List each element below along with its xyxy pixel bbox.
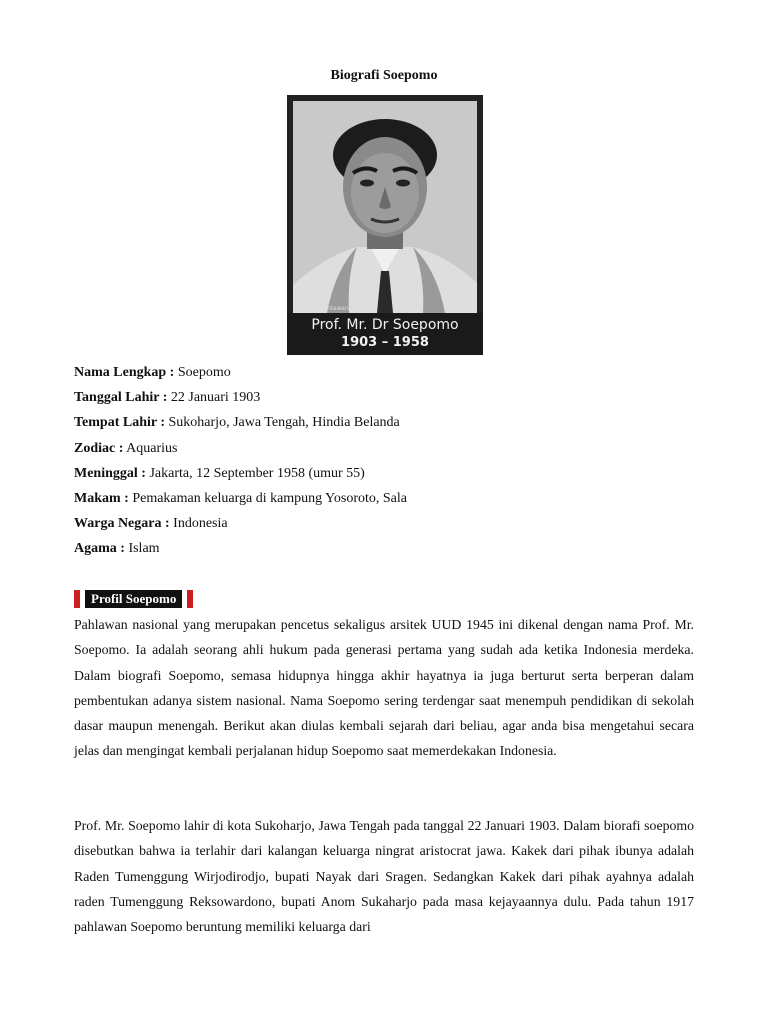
portrait-caption-name: Prof. Mr. Dr Soepomo [311, 317, 459, 333]
portrait-watermark: BiografiPahlawan.com [297, 305, 364, 312]
section-heading [74, 590, 193, 608]
biodata-list [74, 363, 407, 565]
biodata-row-zodiac: Zodiac : Aquarius [74, 440, 178, 456]
biodata-row-grave: Makam : Pemakaman keluarga di kampung Yosoroto, Sala [74, 490, 407, 506]
biodata-row-birth-place: Tempat Lahir : Sukoharjo, Jawa Tengah, Hindia Belanda [74, 415, 400, 431]
biodata-row-full-name: Nama Lengkap : Soepomo [74, 365, 231, 380]
biodata-row-death: Meninggal : Jakarta, 12 September 1958 (umur 55) [74, 465, 365, 481]
portrait-illustration [287, 95, 483, 355]
paragraph-intro: Pahlawan nasional yang merupakan pencetus sekaligus arsitek UUD 1945 ini dikenal dengan nama Prof. Mr. Soepomo. Ia adalah seorang ahli hukum pada generasi pertama yang sudah ada ketika Indonesia merdeka. Dalam biografi Soepomo, semasa hidupnya hingga akhir hayatnya ia juga berturut serta berperan dalam pembentukan adanya sistem nasional. Nama Soepomo sering terdengar saat menempuh pendidikan di sekolah dasar maupun menengah. Berikut akan diulas kembali sejarah dari beliau, agar anda bisa mengetahui secara jelas dan mengingat kembali perjalanan hidup Soepomo saat memerdekakan Indonesia. [74, 617, 694, 759]
portrait-image [287, 95, 483, 355]
document-title: Biografi Soepomo [330, 68, 438, 83]
section-heading-accent-left [74, 590, 80, 608]
biodata-row-citizenship: Warga Negara : Indonesia [74, 516, 228, 532]
biodata-row-religion: Agama : Islam [74, 541, 160, 557]
section-heading-label: Profil Soepomo [85, 590, 182, 608]
biodata-row-birth-date: Tanggal Lahir : 22 Januari 1903 [74, 390, 261, 406]
portrait-caption-years: 1903 – 1958 [341, 335, 429, 350]
section-heading-accent-right [187, 590, 193, 608]
paragraph-early-life: Prof. Mr. Soepomo lahir di kota Sukoharjo, Jawa Tengah pada tanggal 22 Januari 1903. Dalam biorafi soepomo disebutkan bahwa ia terlahir dari kalangan keluarga ningrat aristocrat jawa. Kakek dari pihak ibunya adalah Raden Tumenggung Wirjodirodjo, bupati Nayak dari Sragen. Sedangkan Kakek dari pihak ayahnya adalah raden Tumenggung Reksowardono, bupati Anom Sukaharjo pada masa kejayaannya dulu. Pada tahun 1917 pahlawan Soepomo beruntung memiliki keluarga dari [74, 818, 694, 935]
